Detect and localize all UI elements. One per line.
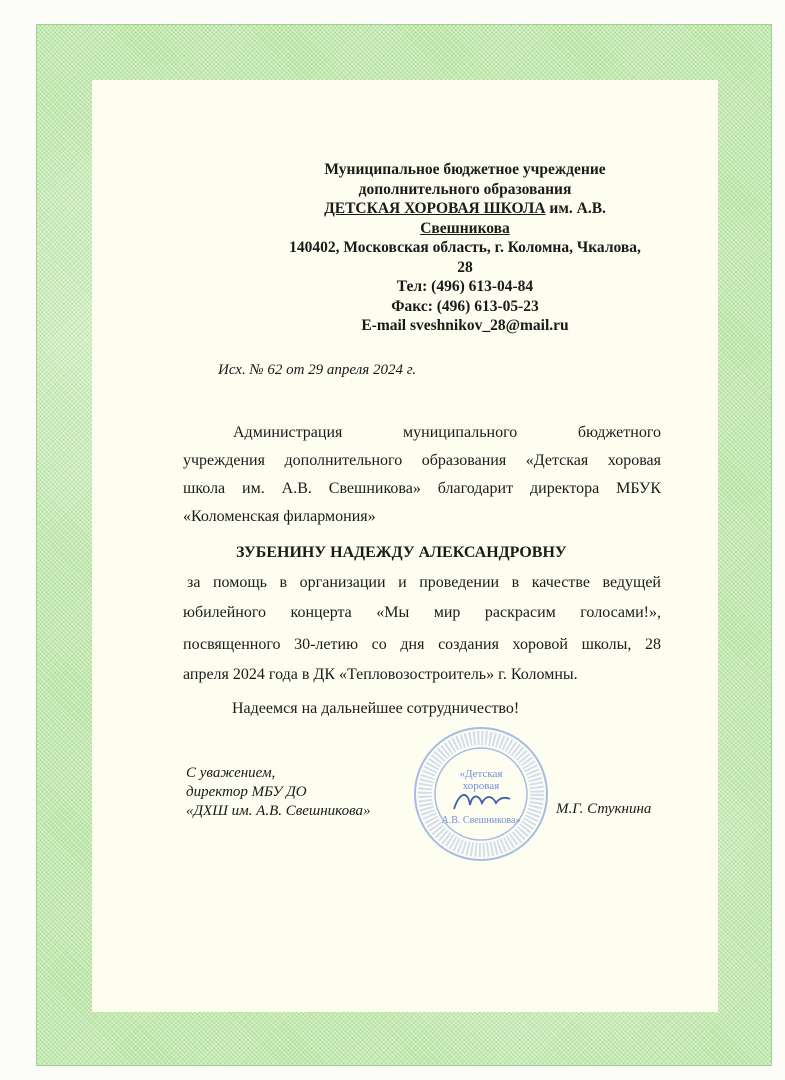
address-2: 28 xyxy=(457,258,473,276)
signature-org: «ДХШ им. А.В. Свешникова» xyxy=(186,803,371,819)
text-line: учреждения дополнительного образования «Детская хоровая xyxy=(183,452,661,469)
text-line: за помощь в организации и проведении в качестве ведущей xyxy=(187,574,661,591)
org-name-main: ДЕТСКАЯ ХОРОВАЯ ШКОЛА xyxy=(324,200,546,217)
signature-title: директор МБУ ДО xyxy=(186,784,307,800)
org-name xyxy=(260,199,670,219)
reference-number: Исх. № 62 от 29 апреля 2024 г. xyxy=(218,362,417,378)
svg-text:А.В. Свешникова»: А.В. Свешникова» xyxy=(441,815,521,826)
text-line: школа им. А.В. Свешникова» благодарит директора МБУК xyxy=(183,480,661,497)
signatory-name: М.Г. Стукнина xyxy=(556,801,652,817)
text-line: «Коломенская филармония» xyxy=(183,508,376,525)
signature-scribble xyxy=(454,795,510,809)
org-type-2: дополнительного образования xyxy=(358,180,572,198)
official-stamp xyxy=(412,725,550,863)
recipient-name: ЗУБЕНИНУ НАДЕЖДУ АЛЕКСАНДРОВНУ xyxy=(236,544,567,561)
org-type: Муниципальное бюджетное учреждение xyxy=(324,161,606,178)
letterhead xyxy=(260,160,670,336)
text-line: юбилейного концерта «Мы мир раскрасим голосами!», xyxy=(183,604,661,621)
svg-text:«Детская: «Детская xyxy=(459,768,503,780)
org-name-2: Свешникова xyxy=(420,219,510,237)
email: E-mail sveshnikov_28@mail.ru xyxy=(361,317,569,334)
phone: Тел: (496) 613-04-84 xyxy=(396,278,534,295)
svg-text:хоровая: хоровая xyxy=(462,780,500,792)
signature-greeting: С уважением, xyxy=(186,765,276,781)
text-line: посвященного 30-летию со дня создания хоровой школы, 28 xyxy=(183,636,661,653)
closing-line: Надеемся на дальнейшее сотрудничество! xyxy=(232,700,520,717)
signature-block xyxy=(186,764,371,821)
text-line: апреля 2024 года в ДК «Тепловозостроитель» г. Коломны. xyxy=(183,666,578,683)
text-line: Администрация муниципального бюджетного xyxy=(233,424,661,441)
org-name-suffix: им. А.В. xyxy=(545,200,606,217)
address: 140402, Московская область, г. Коломна, Чкалова, xyxy=(289,239,641,256)
fax: Факс: (496) 613-05-23 xyxy=(391,297,539,315)
